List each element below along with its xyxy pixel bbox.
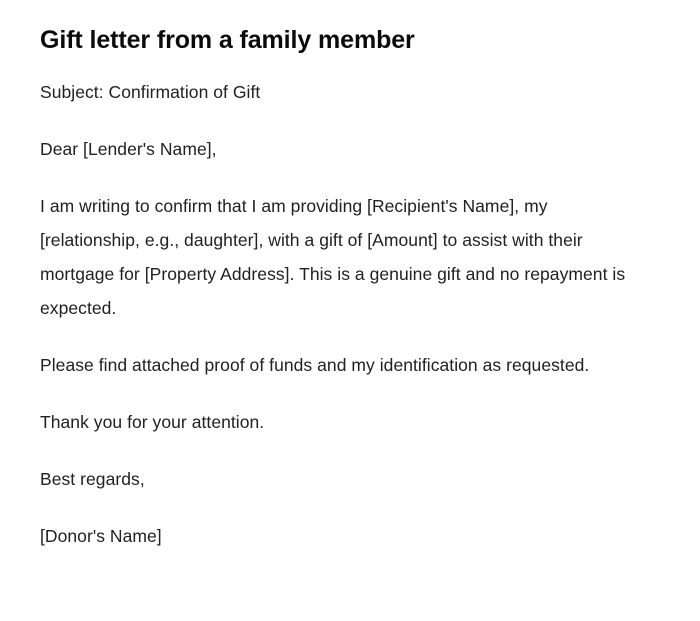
letter-paragraph-attachments: Please find attached proof of funds and my identification as requested. xyxy=(40,355,590,375)
letter-paragraph-thanks: Thank you for your attention. xyxy=(40,412,265,432)
letter-signature-name: [Donor's Name] xyxy=(40,526,162,546)
letter-paragraph-gift-details: I am writing to confirm that I am providing [Recipient's Name], my [relationship, e.g., daughter], with a gift of [Amount] to assist with their mortgage for [Property Address]. This is a genuine gift and no repayment is expected. xyxy=(40,196,626,318)
letter-subject-line: Subject: Confirmation of Gift xyxy=(40,82,261,102)
letter-signoff: Best regards, xyxy=(40,469,145,489)
letter-salutation: Dear [Lender's Name], xyxy=(40,139,217,159)
page-title: Gift letter from a family member xyxy=(40,26,415,54)
letter-body xyxy=(40,75,628,553)
